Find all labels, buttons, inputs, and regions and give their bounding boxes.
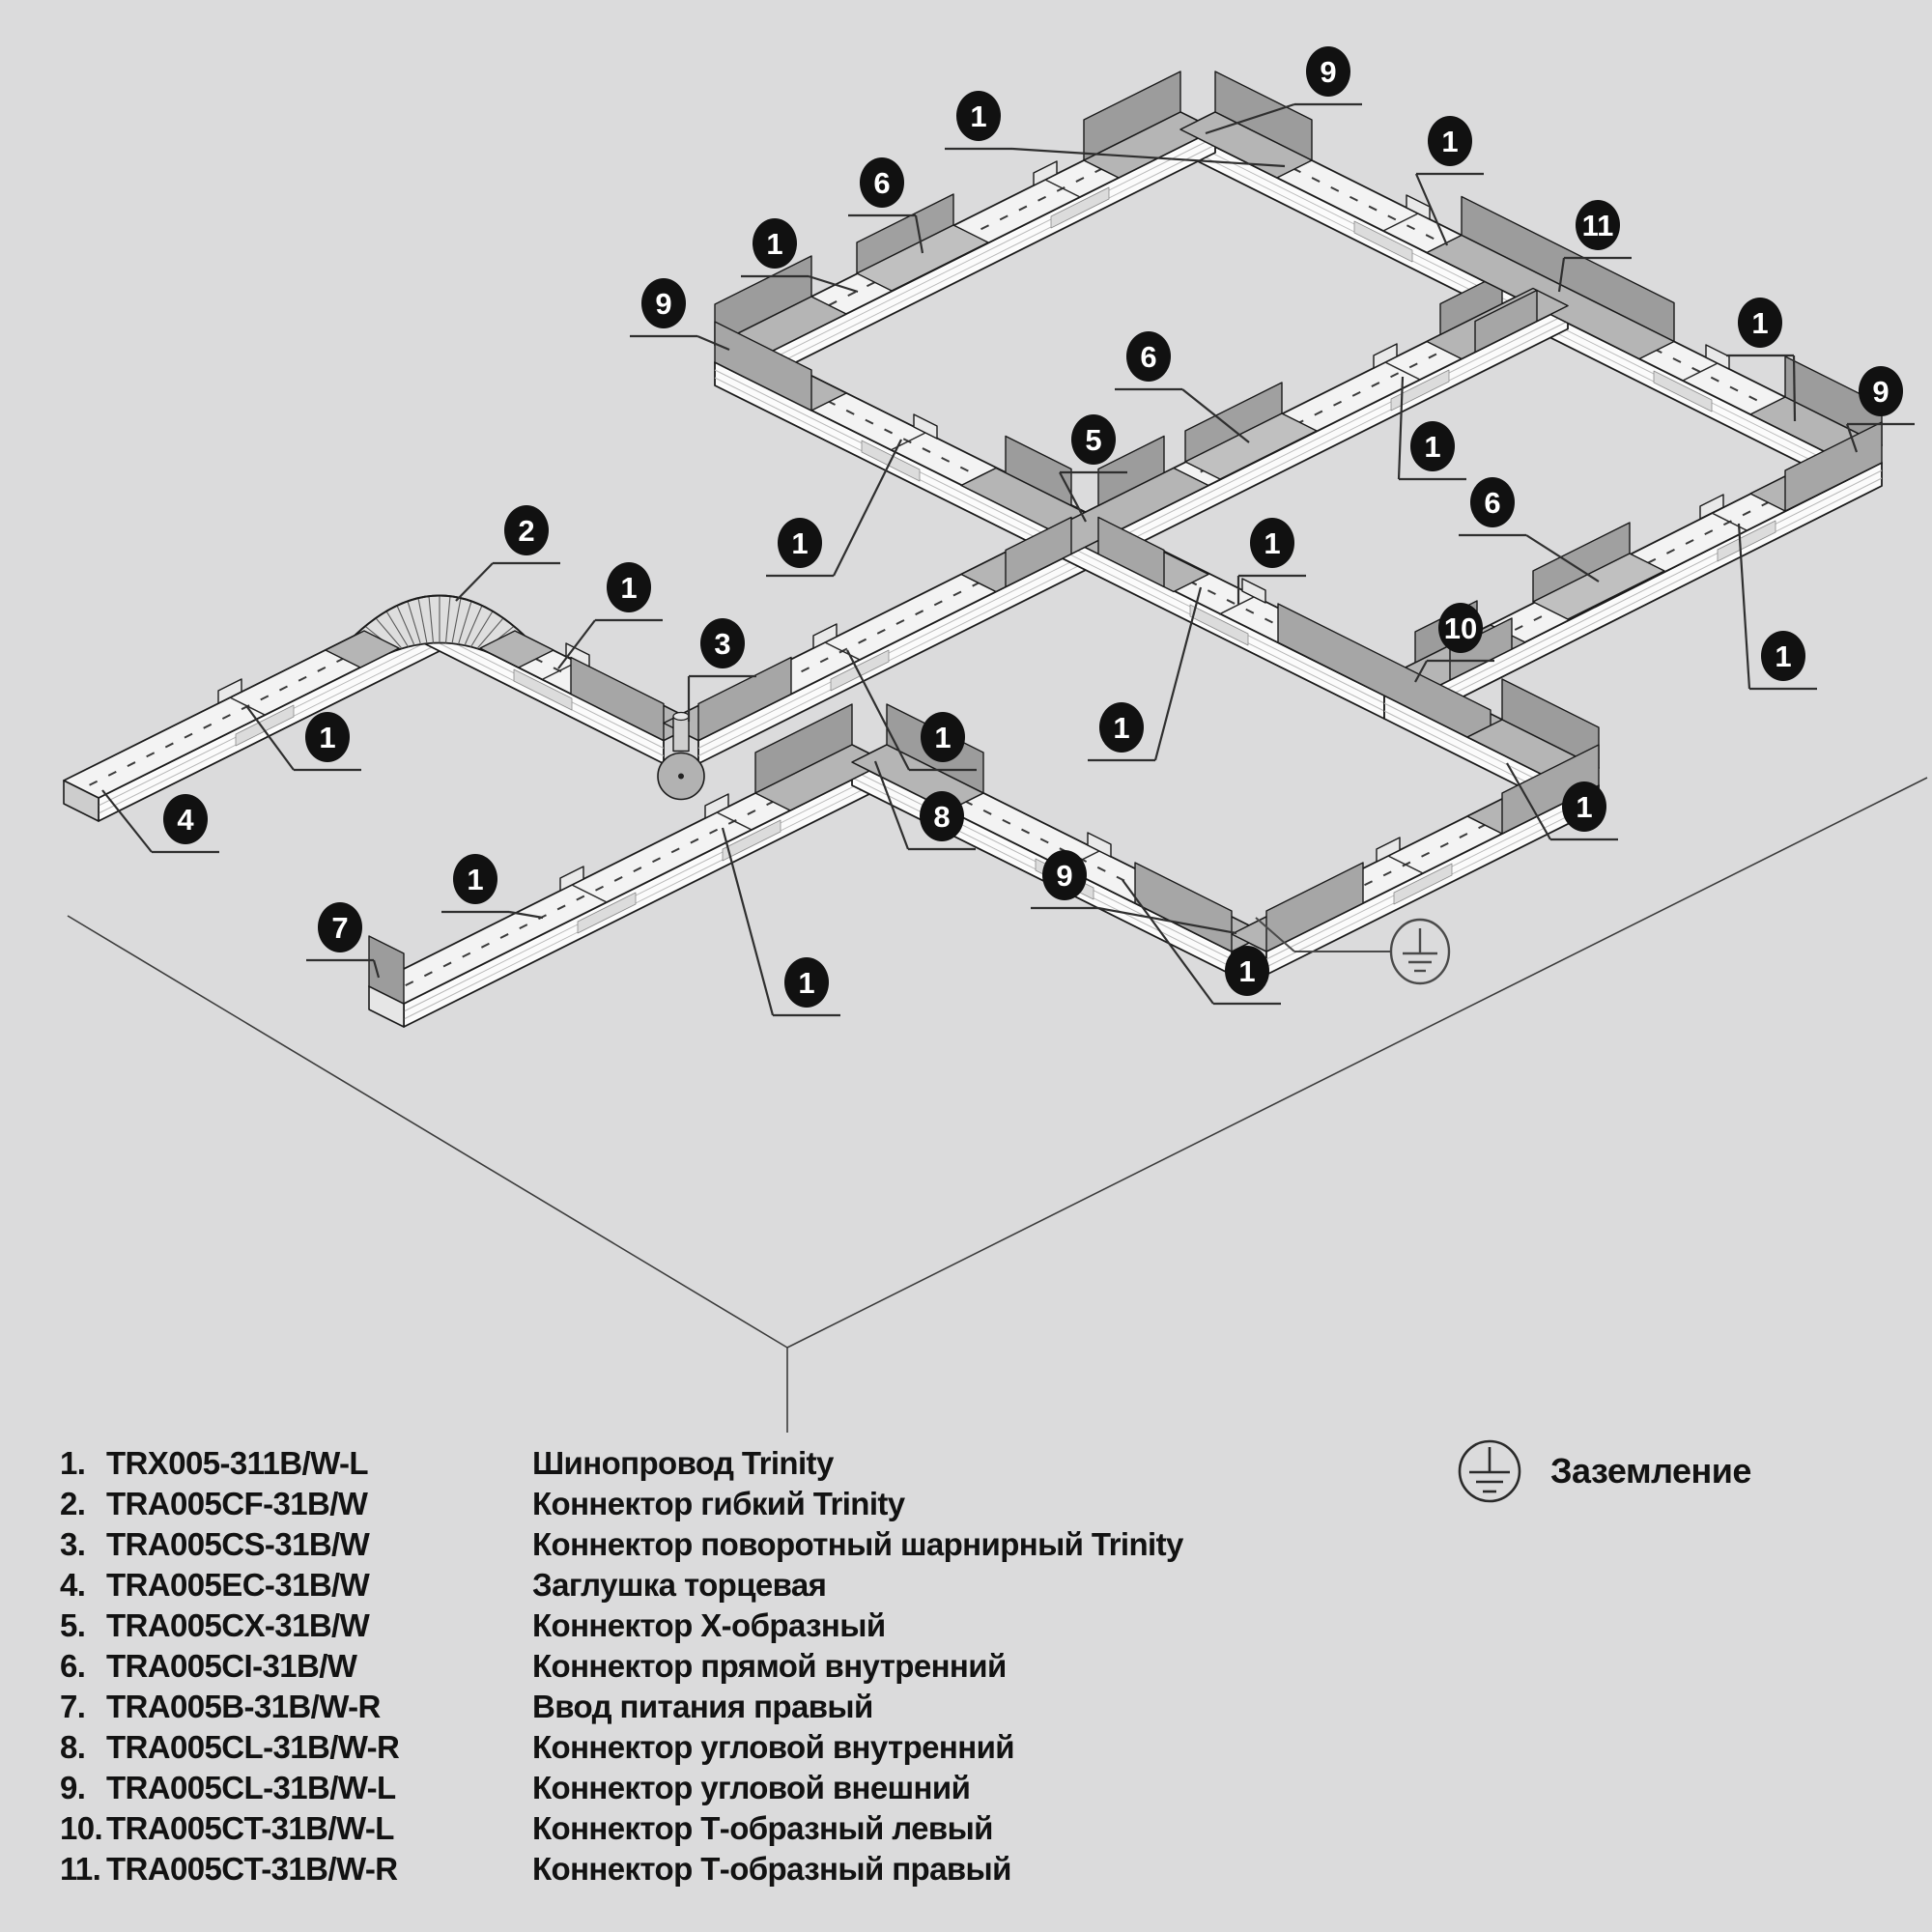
legend-row: [60, 1810, 1393, 1851]
callout-number: 9: [655, 287, 672, 321]
callout-number: 9: [1056, 859, 1073, 893]
callout-number: 2: [518, 514, 535, 548]
callout-number: 6: [1484, 486, 1501, 520]
callout-number: 11: [1581, 209, 1614, 242]
callout-number: 1: [620, 571, 638, 605]
legend-num: 9.: [60, 1770, 86, 1805]
callout-leader: [1794, 355, 1795, 421]
legend-code: TRA005CI-31B/W: [106, 1648, 357, 1684]
callout-number: 7: [331, 911, 349, 945]
callout-number: 6: [1140, 340, 1157, 374]
callout-number: 1: [1775, 639, 1792, 673]
legend: [60, 1445, 1393, 1891]
callout-number: 3: [714, 627, 731, 661]
legend-row: [60, 1851, 1393, 1891]
callout-number: 1: [1424, 430, 1441, 464]
callout-number: 1: [319, 721, 336, 754]
legend-num: 4.: [60, 1567, 86, 1603]
legend-desc: Коннектор прямой внутренний: [532, 1648, 1007, 1684]
legend-code: TRA005CT-31B/W-R: [106, 1851, 398, 1887]
legend-code: TRA005EC-31B/W: [106, 1567, 370, 1603]
callout-number: 1: [766, 227, 783, 261]
ground-icon: [1454, 1435, 1525, 1507]
legend-desc: Коннектор гибкий Trinity: [532, 1486, 905, 1521]
ground-label: Заземление: [1550, 1451, 1751, 1491]
callout-number: 1: [1238, 954, 1256, 988]
callout-number: 8: [933, 800, 951, 834]
callout-number: 1: [1576, 790, 1593, 824]
callout-number: 1: [970, 99, 987, 133]
legend-desc: Коннектор Х-образный: [532, 1607, 886, 1643]
legend-desc: Заглушка торцевая: [532, 1567, 827, 1603]
legend-desc: Ввод питания правый: [532, 1689, 873, 1724]
callout-number: 1: [1113, 711, 1130, 745]
callout-number: 9: [1320, 55, 1337, 89]
legend-num: 3.: [60, 1526, 86, 1562]
swivel-pivot: [673, 717, 689, 752]
legend-num: 1.: [60, 1445, 86, 1481]
legend-num: 7.: [60, 1689, 86, 1724]
swivel-disc-dot: [678, 774, 684, 780]
callout-number: 1: [791, 526, 809, 560]
callout-number: 1: [467, 863, 484, 896]
legend-code: TRA005CF-31B/W: [106, 1486, 368, 1521]
legend-num: 6.: [60, 1648, 86, 1684]
legend-num: 5.: [60, 1607, 86, 1643]
legend-desc: Коннектор угловой внутренний: [532, 1729, 1014, 1765]
legend-desc: Коннектор угловой внешний: [532, 1770, 971, 1805]
callout-leader: [456, 563, 493, 601]
legend-num: 8.: [60, 1729, 86, 1765]
legend-row: [60, 1567, 1393, 1607]
legend-row: [60, 1729, 1393, 1770]
legend-code: TRA005CL-31B/W-R: [106, 1729, 400, 1765]
ceiling-plane-edge: [787, 778, 1927, 1348]
callout-number: 1: [1441, 125, 1459, 158]
legend-desc: Коннектор Т-образный правый: [532, 1851, 1011, 1887]
swivel-pivot-top: [673, 713, 689, 721]
legend-desc: Коннектор поворотный шарнирный Trinity: [532, 1526, 1183, 1562]
callout-leader: [723, 828, 773, 1015]
legend-desc: Коннектор Т-образный левый: [532, 1810, 993, 1846]
legend-code: TRA005B-31B/W-R: [106, 1689, 381, 1724]
legend-row: [60, 1689, 1393, 1729]
callout-number: 1: [798, 966, 815, 1000]
callout-number: 1: [934, 721, 952, 754]
callout-number: 6: [873, 166, 891, 200]
callout-number: 4: [177, 803, 194, 837]
callout-number: 9: [1872, 375, 1889, 409]
legend-code: TRA005CX-31B/W: [106, 1607, 370, 1643]
callout-number: 5: [1085, 423, 1102, 457]
legend-code: TRA005CL-31B/W-L: [106, 1770, 396, 1805]
callout-number: 1: [1751, 306, 1769, 340]
legend-row: [60, 1445, 1393, 1486]
legend-num: 11.: [60, 1851, 101, 1887]
legend-row: [60, 1607, 1393, 1648]
legend-row: [60, 1526, 1393, 1567]
legend-desc: Шинопровод Trinity: [532, 1445, 834, 1481]
legend-code: TRX005-311B/W-L: [106, 1445, 368, 1481]
legend-row: [60, 1486, 1393, 1526]
ground-legend: [1454, 1435, 1751, 1507]
legend-row: [60, 1770, 1393, 1810]
legend-num: 10.: [60, 1810, 103, 1846]
callout-number: 1: [1264, 526, 1281, 560]
legend-row: [60, 1648, 1393, 1689]
legend-code: TRA005CT-31B/W-L: [106, 1810, 394, 1846]
legend-num: 2.: [60, 1486, 86, 1521]
legend-code: TRA005CS-31B/W: [106, 1526, 370, 1562]
callout-number: 10: [1443, 611, 1478, 645]
